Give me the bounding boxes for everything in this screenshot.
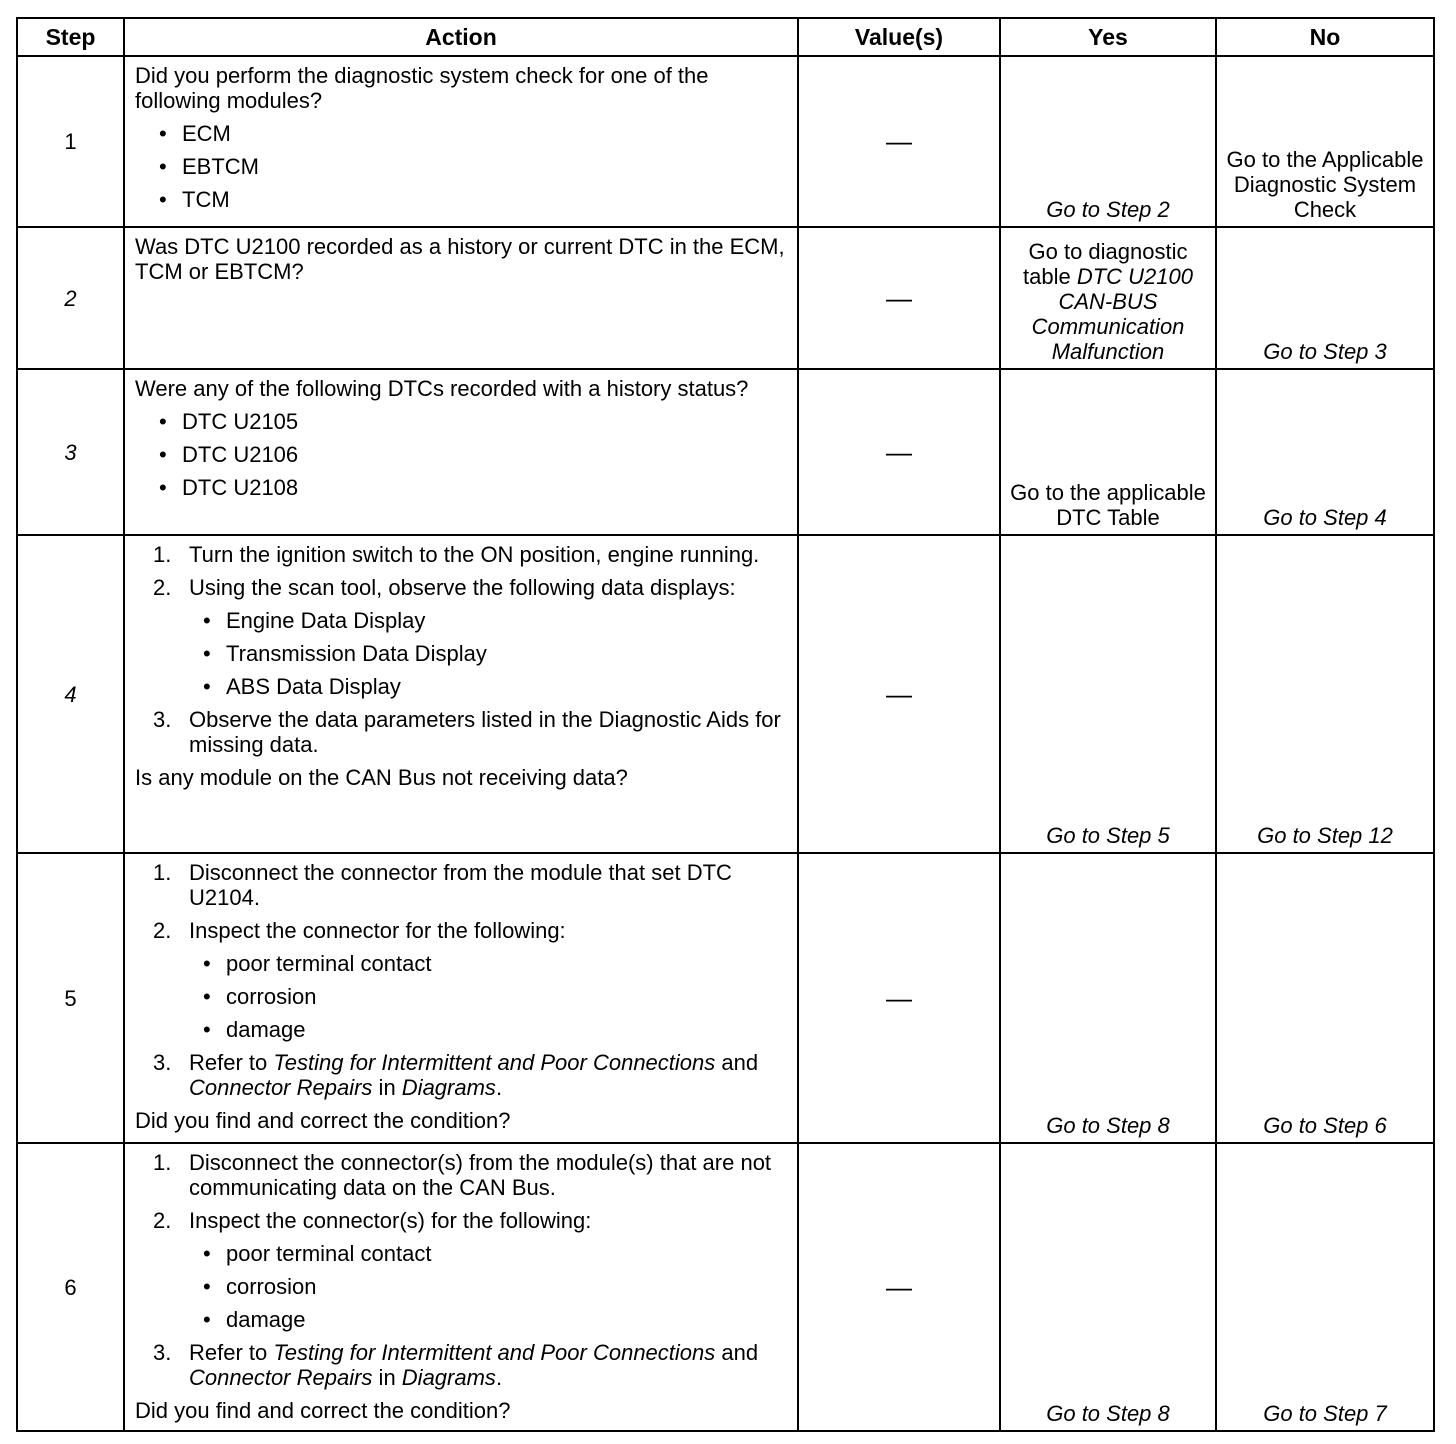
table-row-step-3 <box>17 369 1434 535</box>
action-step <box>153 542 789 567</box>
no-cell <box>1216 853 1434 1143</box>
step-index: 3. <box>153 1050 172 1075</box>
action-step <box>153 918 789 1042</box>
dtc-list <box>135 409 789 500</box>
action-cell <box>124 369 798 535</box>
ref-connector-repairs-link[interactable]: Connector Repairs <box>189 1365 373 1390</box>
yes-cell <box>1000 369 1216 535</box>
in-text: in <box>372 1365 402 1390</box>
ref-testing-link[interactable]: Testing for Intermittent and Poor Connections <box>273 1050 716 1075</box>
value-cell: — <box>798 1143 1000 1431</box>
yes-prefix: Go to diagnostic table <box>1023 239 1188 289</box>
list-item: • damage <box>201 1017 789 1042</box>
step-text: Observe the data parameters listed in the Diagnostic Aids for missing data. <box>189 707 781 757</box>
no-goto-link[interactable]: Go to Step 6 <box>1263 1113 1387 1138</box>
value-cell: — <box>798 369 1000 535</box>
header-values: Value(s) <box>798 18 1000 56</box>
step-text: Using the scan tool, observe the following data displays: <box>189 575 736 600</box>
table-row-step-2 <box>17 227 1434 369</box>
list-item: • ECM <box>157 121 789 146</box>
list-item: • damage <box>201 1307 789 1332</box>
step-index: 3. <box>153 1340 172 1365</box>
diagnostic-table <box>16 17 1435 1432</box>
in-text: in <box>372 1075 402 1100</box>
action-cell <box>124 535 798 853</box>
step-index: 2. <box>153 575 172 600</box>
list-item: • corrosion <box>201 984 789 1009</box>
header-row <box>17 18 1434 56</box>
action-cell <box>124 853 798 1143</box>
module-list <box>135 121 789 212</box>
header-step: Step <box>17 18 124 56</box>
list-item: • DTC U2105 <box>157 409 789 434</box>
step-index: 2. <box>153 918 172 943</box>
period-text: . <box>495 1075 503 1100</box>
action-step <box>153 1340 789 1390</box>
value-cell: — <box>798 535 1000 853</box>
step-index: 2. <box>153 1208 172 1233</box>
no-cell <box>1216 535 1434 853</box>
action-question: Did you perform the diagnostic system check for one of the following modules? <box>135 63 709 113</box>
header-yes: Yes <box>1000 18 1216 56</box>
step-number: 3 <box>17 369 124 535</box>
list-item: • DTC U2108 <box>157 475 789 500</box>
value-cell: — <box>798 227 1000 369</box>
step-number: 6 <box>17 1143 124 1431</box>
ref-connector-repairs-link[interactable]: Connector Repairs <box>189 1075 373 1100</box>
yes-cell <box>1000 56 1216 227</box>
table-row-step-4 <box>17 535 1434 853</box>
table-row-step-1 <box>17 56 1434 227</box>
action-step <box>153 575 789 699</box>
step-number: 2 <box>17 227 124 369</box>
yes-goto-link[interactable] <box>1023 239 1193 364</box>
action-cell <box>124 56 798 227</box>
no-goto-link[interactable]: Go to Step 7 <box>1263 1401 1387 1426</box>
step-text: Disconnect the connector(s) from the module(s) that are not communicating data on the CAN Bus. <box>189 1150 772 1200</box>
step-number: 4 <box>17 535 124 853</box>
list-item: • TCM <box>157 187 789 212</box>
action-steps <box>135 860 789 1100</box>
yes-cell <box>1000 853 1216 1143</box>
yes-cell <box>1000 535 1216 853</box>
step-index: 1. <box>153 1150 172 1175</box>
action-cell <box>124 227 798 369</box>
final-question: Did you find and correct the condition? <box>135 1108 511 1133</box>
value-cell: — <box>798 56 1000 227</box>
no-goto-link[interactable]: Go to Step 4 <box>1263 505 1387 530</box>
yes-goto-link[interactable]: Go to Step 8 <box>1046 1401 1170 1426</box>
action-cell <box>124 1143 798 1431</box>
yes-goto-text[interactable]: Go to the applicable DTC Table <box>1010 480 1206 530</box>
action-step <box>153 860 789 910</box>
action-steps <box>135 1150 789 1390</box>
yes-cell <box>1000 1143 1216 1431</box>
yes-goto-link[interactable]: Go to Step 8 <box>1046 1113 1170 1138</box>
ref-diagrams-link[interactable]: Diagrams <box>401 1075 496 1100</box>
action-step <box>153 1050 789 1100</box>
ref-diagrams-link[interactable]: Diagrams <box>401 1365 496 1390</box>
final-question: Is any module on the CAN Bus not receiving data? <box>135 765 628 790</box>
no-goto-link[interactable]: Go to Step 3 <box>1263 339 1387 364</box>
action-step <box>153 1208 789 1332</box>
header-action: Action <box>124 18 798 56</box>
step-index: 1. <box>153 860 172 885</box>
step-index: 1. <box>153 542 172 567</box>
list-item: • DTC U2106 <box>157 442 789 467</box>
list-item: • Engine Data Display <box>201 608 789 633</box>
and-text: and <box>715 1340 759 1365</box>
action-question: Were any of the following DTCs recorded with a history status? <box>135 376 749 401</box>
list-item: • poor terminal contact <box>201 951 789 976</box>
step-text: Inspect the connector(s) for the following: <box>189 1208 592 1233</box>
refer-text: Refer to <box>189 1340 274 1365</box>
period-text: . <box>495 1365 503 1390</box>
yes-goto-link[interactable]: Go to Step 2 <box>1046 197 1170 222</box>
step-text: Disconnect the connector from the module that set DTC U2104. <box>189 860 732 910</box>
ref-testing-link[interactable]: Testing for Intermittent and Poor Connections <box>273 1340 716 1365</box>
list-item: • Transmission Data Display <box>201 641 789 666</box>
action-question: Was DTC U2100 recorded as a history or current DTC in the ECM, TCM or EBTCM? <box>135 234 785 284</box>
step-text: Turn the ignition switch to the ON position, engine running. <box>189 542 760 567</box>
step-text: Inspect the connector for the following: <box>189 918 566 943</box>
no-goto-link[interactable]: Go to Step 12 <box>1257 823 1393 848</box>
value-cell: — <box>798 853 1000 1143</box>
list-item: • EBTCM <box>157 154 789 179</box>
action-step <box>153 707 789 757</box>
yes-goto-link[interactable]: Go to Step 5 <box>1046 823 1170 848</box>
step-index: 3. <box>153 707 172 732</box>
yes-table-ref: DTC U2100 CAN-BUS Communication Malfunction <box>1031 264 1193 364</box>
list-item: • ABS Data Display <box>201 674 789 699</box>
list-item: • poor terminal contact <box>201 1241 789 1266</box>
table-row-step-6 <box>17 1143 1434 1431</box>
display-list <box>189 608 789 699</box>
no-goto-text[interactable]: Go to the Applicable Diagnostic System Check <box>1226 147 1424 222</box>
inspect-list <box>189 1241 789 1332</box>
list-item: • corrosion <box>201 1274 789 1299</box>
no-cell <box>1216 227 1434 369</box>
no-cell <box>1216 1143 1434 1431</box>
final-question: Did you find and correct the condition? <box>135 1398 511 1423</box>
step-number: 5 <box>17 853 124 1143</box>
action-steps <box>135 542 789 757</box>
and-text: and <box>715 1050 759 1075</box>
yes-cell <box>1000 227 1216 369</box>
no-cell <box>1216 369 1434 535</box>
step-number: 1 <box>17 56 124 227</box>
refer-text: Refer to <box>189 1050 274 1075</box>
no-cell <box>1216 56 1434 227</box>
action-step <box>153 1150 789 1200</box>
table-row-step-5 <box>17 853 1434 1143</box>
header-no: No <box>1216 18 1434 56</box>
inspect-list <box>189 951 789 1042</box>
